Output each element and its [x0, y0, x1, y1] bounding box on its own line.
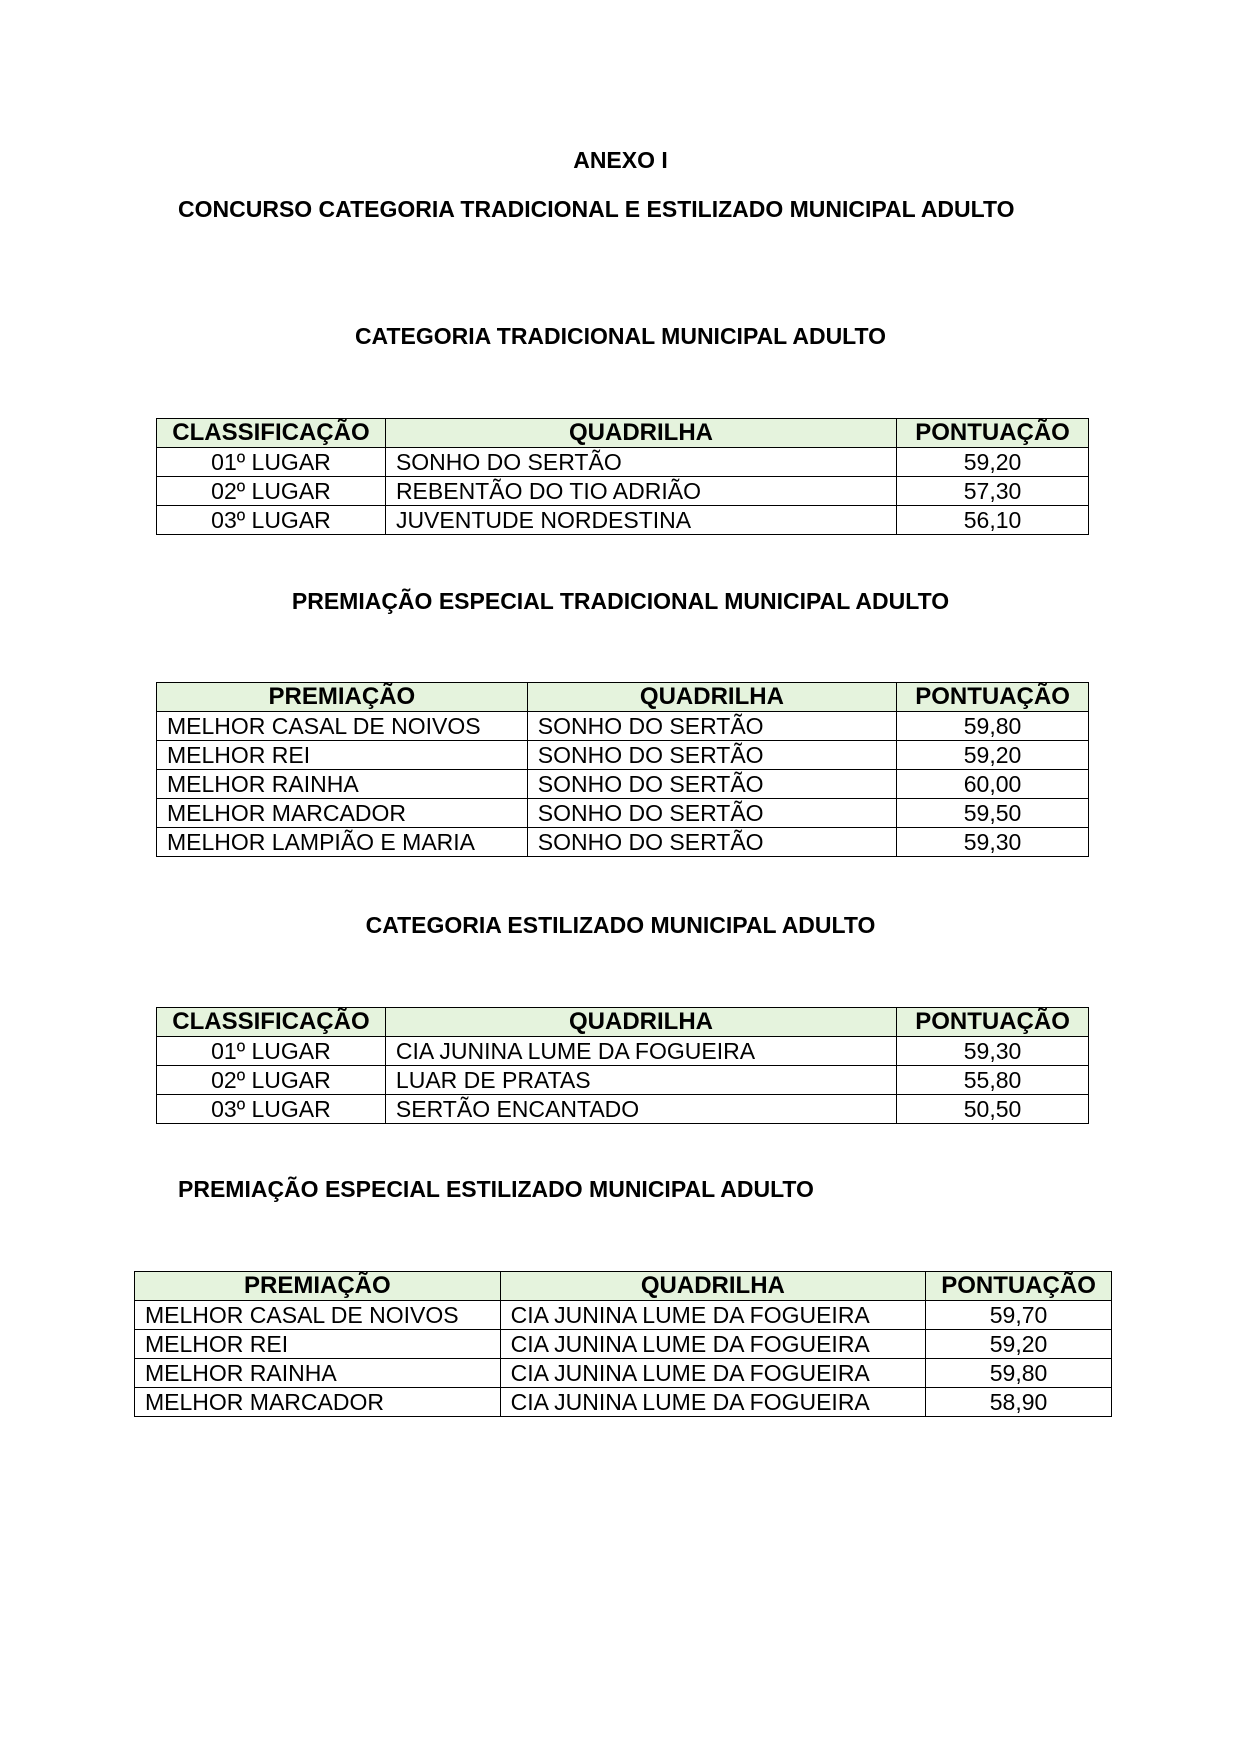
quadrilha-cell: SONHO DO SERTÃO — [527, 828, 896, 857]
table-row — [135, 1301, 1112, 1330]
score-cell: 59,80 — [897, 712, 1089, 741]
table-row — [157, 1037, 1089, 1066]
table-row — [157, 1066, 1089, 1095]
award-cell: MELHOR REI — [157, 741, 528, 770]
table-header-row — [157, 1008, 1089, 1037]
score-cell: 60,00 — [897, 770, 1089, 799]
contest-title: CONCURSO CATEGORIA TRADICIONAL E ESTILIZADO MUNICIPAL ADULTO — [178, 196, 1015, 222]
column-header: PONTUAÇÃO — [926, 1272, 1112, 1301]
table-header-row — [157, 419, 1089, 448]
quadrilha-cell: CIA JUNINA LUME DA FOGUEIRA — [500, 1301, 925, 1330]
section-title-tradicional: CATEGORIA TRADICIONAL MUNICIPAL ADULTO — [354, 323, 887, 349]
score-cell: 59,30 — [897, 828, 1089, 857]
column-header: CLASSIFICAÇÃO — [157, 1008, 386, 1037]
column-header: PONTUAÇÃO — [897, 419, 1089, 448]
award-cell: MELHOR REI — [135, 1330, 501, 1359]
table-row — [157, 1095, 1089, 1124]
quadrilha-cell: CIA JUNINA LUME DA FOGUEIRA — [385, 1037, 896, 1066]
classification-cell: 02º LUGAR — [157, 477, 386, 506]
classification-cell: 02º LUGAR — [157, 1066, 386, 1095]
column-header: PREMIAÇÃO — [135, 1272, 501, 1301]
score-cell: 58,90 — [926, 1388, 1112, 1417]
quadrilha-cell: CIA JUNINA LUME DA FOGUEIRA — [500, 1359, 925, 1388]
quadrilha-cell: SONHO DO SERTÃO — [527, 770, 896, 799]
score-cell: 59,20 — [897, 741, 1089, 770]
table-tradicional — [156, 418, 1089, 535]
score-cell: 59,50 — [897, 799, 1089, 828]
column-header: QUADRILHA — [385, 419, 896, 448]
score-cell: 59,80 — [926, 1359, 1112, 1388]
table-row — [157, 712, 1089, 741]
score-cell: 59,20 — [897, 448, 1089, 477]
score-cell: 56,10 — [897, 506, 1089, 535]
award-cell: MELHOR CASAL DE NOIVOS — [135, 1301, 501, 1330]
score-cell: 59,30 — [897, 1037, 1089, 1066]
quadrilha-cell: LUAR DE PRATAS — [385, 1066, 896, 1095]
score-cell: 59,70 — [926, 1301, 1112, 1330]
table-header-row — [135, 1272, 1112, 1301]
table-row — [135, 1330, 1112, 1359]
column-header: PONTUAÇÃO — [897, 683, 1089, 712]
column-header: QUADRILHA — [385, 1008, 896, 1037]
award-cell: MELHOR CASAL DE NOIVOS — [157, 712, 528, 741]
quadrilha-cell: SONHO DO SERTÃO — [527, 741, 896, 770]
column-header: QUADRILHA — [527, 683, 896, 712]
column-header: PONTUAÇÃO — [897, 1008, 1089, 1037]
award-cell: MELHOR MARCADOR — [157, 799, 528, 828]
column-header: CLASSIFICAÇÃO — [157, 419, 386, 448]
score-cell: 50,50 — [897, 1095, 1089, 1124]
classification-cell: 03º LUGAR — [157, 1095, 386, 1124]
quadrilha-cell: SONHO DO SERTÃO — [527, 712, 896, 741]
section-title-estilizado: CATEGORIA ESTILIZADO MUNICIPAL ADULTO — [365, 912, 876, 938]
quadrilha-cell: JUVENTUDE NORDESTINA — [385, 506, 896, 535]
table-row — [157, 477, 1089, 506]
score-cell: 59,20 — [926, 1330, 1112, 1359]
table-row — [135, 1359, 1112, 1388]
table-row — [135, 1388, 1112, 1417]
quadrilha-cell: CIA JUNINA LUME DA FOGUEIRA — [500, 1388, 925, 1417]
classification-cell: 01º LUGAR — [157, 448, 386, 477]
section-title-premiacao-estilizado: PREMIAÇÃO ESPECIAL ESTILIZADO MUNICIPAL ADULTO — [178, 1176, 814, 1202]
quadrilha-cell: CIA JUNINA LUME DA FOGUEIRA — [500, 1330, 925, 1359]
table-header-row — [157, 683, 1089, 712]
quadrilha-cell: REBENTÃO DO TIO ADRIÃO — [385, 477, 896, 506]
award-cell: MELHOR MARCADOR — [135, 1388, 501, 1417]
table-row — [157, 828, 1089, 857]
quadrilha-cell: SONHO DO SERTÃO — [385, 448, 896, 477]
classification-cell: 03º LUGAR — [157, 506, 386, 535]
score-cell: 55,80 — [897, 1066, 1089, 1095]
table-row — [157, 770, 1089, 799]
table-row — [157, 506, 1089, 535]
column-header: PREMIAÇÃO — [157, 683, 528, 712]
section-title-premiacao-tradicional: PREMIAÇÃO ESPECIAL TRADICIONAL MUNICIPAL ADULTO — [291, 588, 950, 614]
column-header: QUADRILHA — [500, 1272, 925, 1301]
quadrilha-cell: SERTÃO ENCANTADO — [385, 1095, 896, 1124]
table-premiacao-estilizado — [134, 1271, 1112, 1417]
award-cell: MELHOR RAINHA — [135, 1359, 501, 1388]
classification-cell: 01º LUGAR — [157, 1037, 386, 1066]
table-premiacao-tradicional — [156, 682, 1089, 857]
award-cell: MELHOR RAINHA — [157, 770, 528, 799]
quadrilha-cell: SONHO DO SERTÃO — [527, 799, 896, 828]
annex-title: ANEXO I — [573, 147, 668, 173]
table-row — [157, 448, 1089, 477]
table-row — [157, 799, 1089, 828]
award-cell: MELHOR LAMPIÃO E MARIA — [157, 828, 528, 857]
score-cell: 57,30 — [897, 477, 1089, 506]
table-estilizado — [156, 1007, 1089, 1124]
table-row — [157, 741, 1089, 770]
